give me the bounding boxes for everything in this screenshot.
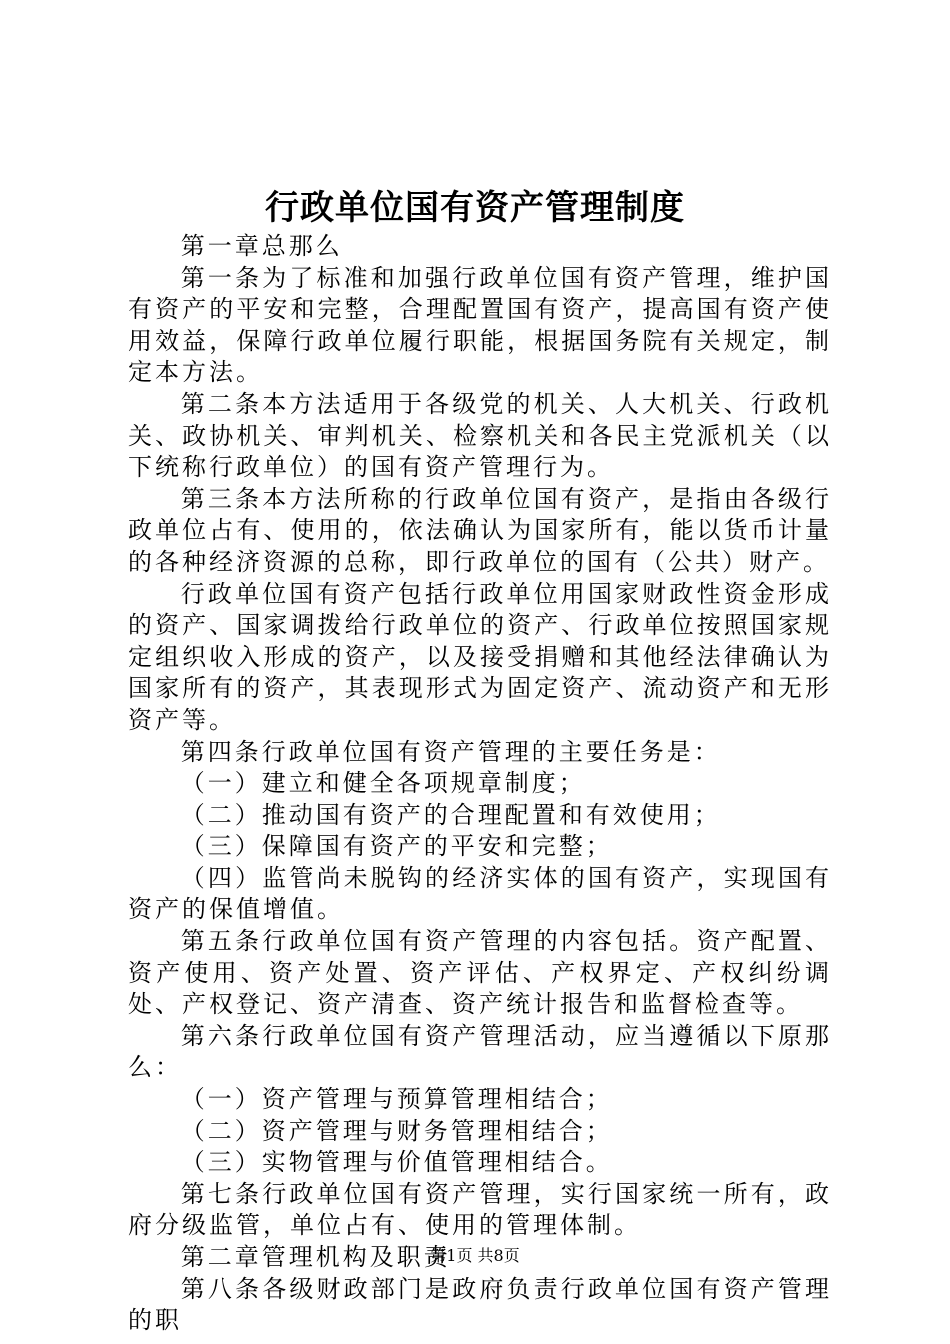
paragraph-article-3: 第三条本方法所称的行政单位国有资产，是指由各级行政单位占有、使用的，依法确认为国家所有，能以货币计量的各种经济资源的总称，即行政单位的国有（公共）财产。 (128, 484, 832, 576)
paragraph-article-1: 第一条为了标准和加强行政单位国有资产管理，维护国有资产的平安和完整，合理配置国有资产，提高国有资产使用效益，保障行政单位履行职能，根据国务院有关规定，制定本方法。 (128, 263, 832, 387)
paragraph-article-6-item-1: （一）资产管理与预算管理相结合； (180, 1085, 613, 1114)
paragraph-article-4-item-1: （一）建立和健全各项规章制度； (180, 769, 586, 798)
paragraph-article-4-item-2: （二）推动国有资产的合理配置和有效使用； (180, 800, 721, 829)
page-footer: 第1页 共8页 (430, 1246, 520, 1265)
paragraph-article-4-item-4: （四）监管尚未脱钩的经济实体的国有资产，实现国有资产的保值增值。 (128, 863, 832, 924)
paragraph-article-4-item-3: （三）保障国有资产的平安和完整； (180, 832, 613, 861)
paragraph-article-6-item-2: （二）资产管理与财务管理相结合； (180, 1116, 613, 1145)
paragraph-article-8: 第八条各级财政部门是政府负责行政单位国有资产管理的职 (128, 1274, 832, 1335)
document-title: 行政单位国有资产管理制度 (265, 188, 685, 228)
paragraph-article-3-cont: 行政单位国有资产包括行政单位用国家财政性资金形成的资产、国家调拨给行政单位的资产、行政单位按照国家规定组织收入形成的资产，以及接受捐赠和其他经法律确认为国家所有的资产，其表现形式为固定资产、流动资产和无形资产等。 (128, 579, 832, 734)
paragraph-article-2: 第二条本方法适用于各级党的机关、人大机关、行政机关、政协机关、审判机关、检察机关和各民主党派机关（以下统称行政单位）的国有资产管理行为。 (128, 389, 832, 482)
paragraph-article-4: 第四条行政单位国有资产管理的主要任务是： (180, 737, 721, 766)
paragraph-article-5: 第五条行政单位国有资产管理的内容包括。资产配置、资产使用、资产处置、资产评估、产权界定、产权纠纷调处、产权登记、资产清查、资产统计报告和监督检查等。 (128, 927, 832, 1019)
paragraph-chapter-2: 第二章管理机构及职责 (180, 1243, 451, 1271)
paragraph-article-6: 第六条行政单位国有资产管理活动，应当遵循以下原那么： (128, 1021, 832, 1082)
paragraph-chapter-1: 第一章总那么 (180, 232, 343, 260)
paragraph-article-6-item-3: （三）实物管理与价值管理相结合。 (180, 1148, 613, 1177)
document-body (128, 231, 832, 1337)
paragraph-article-7: 第七条行政单位国有资产管理，实行国家统一所有，政府分级监管，单位占有、使用的管理体制。 (128, 1179, 832, 1240)
